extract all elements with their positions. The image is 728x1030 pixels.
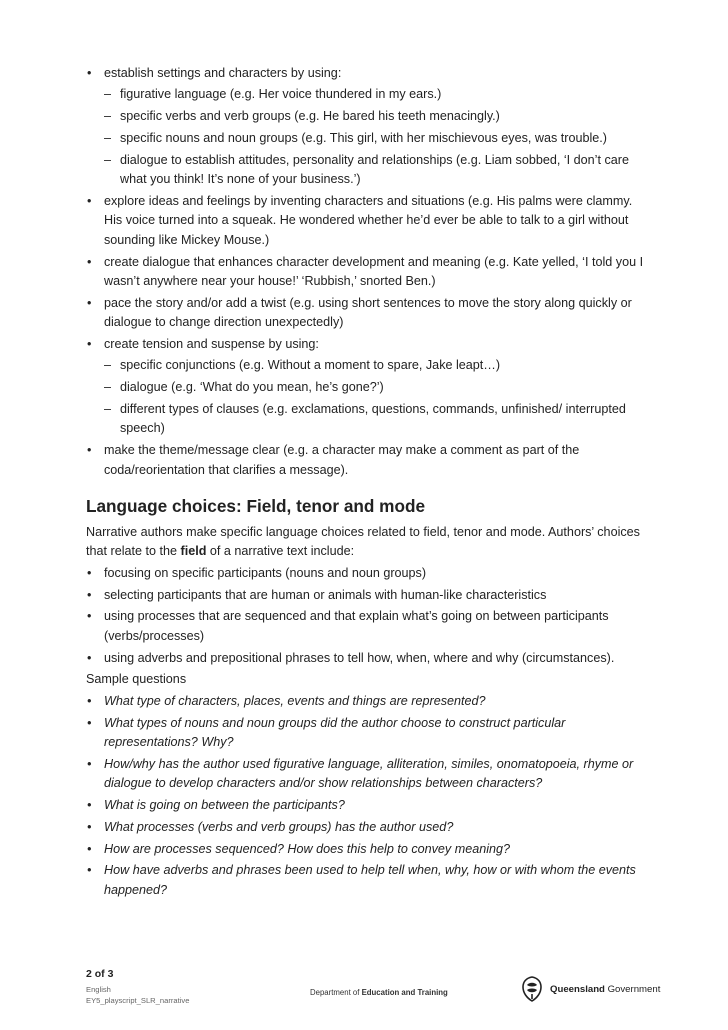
bullet-item: • pace the story and/or add a twist (e.g. using short sentences to move the story along quickly or dialogue to change direction unexpectedly): [86, 294, 646, 333]
sub-bullet-item: – different types of clauses (e.g. exclamations, questions, commands, unfinished/ interrupted speech): [104, 400, 646, 439]
field-choices-list: [86, 564, 646, 668]
department-name: [310, 988, 448, 997]
field-choice-item: • selecting participants that are human or animals with human-like characteristics: [86, 586, 646, 605]
strategy-list: [86, 64, 646, 480]
sub-bullet-item: – specific verbs and verb groups (e.g. He bared his teeth menacingly.): [104, 107, 646, 126]
intro-text-b: of a narrative text include:: [206, 544, 355, 559]
sub-bullet-item: – specific nouns and noun groups (e.g. This girl, with her mischievous eyes, was trouble.): [104, 129, 646, 148]
sub-bullet-item: – dialogue to establish attitudes, personality and relationships (e.g. Liam sobbed, ‘I don’t care what you think! It’s none of your business.’): [104, 151, 646, 190]
sample-questions-list: [86, 692, 646, 900]
bullet-item: [86, 335, 646, 439]
bullet-text: create tension and suspense by using:: [104, 337, 319, 352]
field-choice-item: • focusing on specific participants (nouns and noun groups): [86, 564, 646, 583]
government-wordmark: [550, 984, 660, 995]
sample-question-item: • What is going on between the participants?: [86, 796, 646, 815]
bullet-text: establish settings and characters by using:: [104, 66, 342, 80]
sub-bullet-item: – dialogue (e.g. ‘What do you mean, he’s gone?’): [104, 378, 646, 397]
sample-question-item: • How/why has the author used figurative language, alliteration, similes, onomatopoeia, rhyme or dialogue to develop characters and/or show relationships between characters?: [86, 755, 646, 794]
intro-text-a: Narrative authors make specific language choices related to field, tenor and mode. Authors’ choices that relate to the: [86, 525, 640, 559]
sub-list: [104, 356, 646, 438]
queensland-crest-icon: [520, 976, 544, 1002]
wordmark-bold: Queensland: [550, 984, 605, 995]
sub-bullet-item: – specific conjunctions (e.g. Without a moment to spare, Jake leapt…): [104, 356, 646, 375]
footer-filename: EY5_playscript_SLR_narrative: [86, 996, 190, 1005]
field-choice-item: • using processes that are sequenced and that explain what’s going on between participants (verbs/processes): [86, 607, 646, 646]
bullet-item: • create dialogue that enhances character development and meaning (e.g. Kate yelled, ‘I told you I wasn’t anywhere near your house!’ ‘Rubbish,’ snorted Ben.): [86, 253, 646, 292]
dept-prefix: Department of: [310, 988, 362, 997]
wordmark-rest: Government: [604, 984, 661, 995]
sample-question-item: • What types of nouns and noun groups did the author choose to construct particular representations? Why?: [86, 714, 646, 753]
sample-question-item: • How have adverbs and phrases been used to help tell when, why, how or with whom the events happened?: [86, 861, 646, 900]
intro-bold-field: field: [180, 544, 207, 559]
section-intro: [86, 523, 646, 562]
bullet-item: • make the theme/message clear (e.g. a character may make a comment as part of the coda/reorientation that clarifies a message).: [86, 441, 646, 480]
queensland-government-logo: [520, 976, 661, 1004]
sample-question-item: • What processes (verbs and verb groups) has the author used?: [86, 818, 646, 837]
field-choice-item: • using adverbs and prepositional phrases to tell how, when, where and why (circumstances).: [86, 649, 646, 668]
sub-list: [104, 85, 646, 189]
footer-subject: English: [86, 985, 111, 994]
dept-bold: Education and Training: [361, 988, 448, 997]
document-page: [86, 64, 646, 903]
page-footer: [86, 968, 661, 1018]
sample-question-item: • How are processes sequenced? How does this help to convey meaning?: [86, 840, 646, 859]
page-number: 2 of 3: [86, 968, 114, 980]
bullet-item: [86, 64, 646, 190]
section-heading: Language choices: Field, tenor and mode: [86, 496, 426, 517]
sample-questions-label: Sample questions: [86, 672, 187, 687]
sample-question-item: • What type of characters, places, events and things are represented?: [86, 692, 646, 711]
bullet-item: • explore ideas and feelings by inventing characters and situations (e.g. His palms were clammy. His voice turned into a squeak. He wondered whether he’d ever be able to talk to a girl without sounding like Mickey Mouse.): [86, 192, 646, 250]
sub-bullet-item: – figurative language (e.g. Her voice thundered in my ears.): [104, 85, 646, 104]
